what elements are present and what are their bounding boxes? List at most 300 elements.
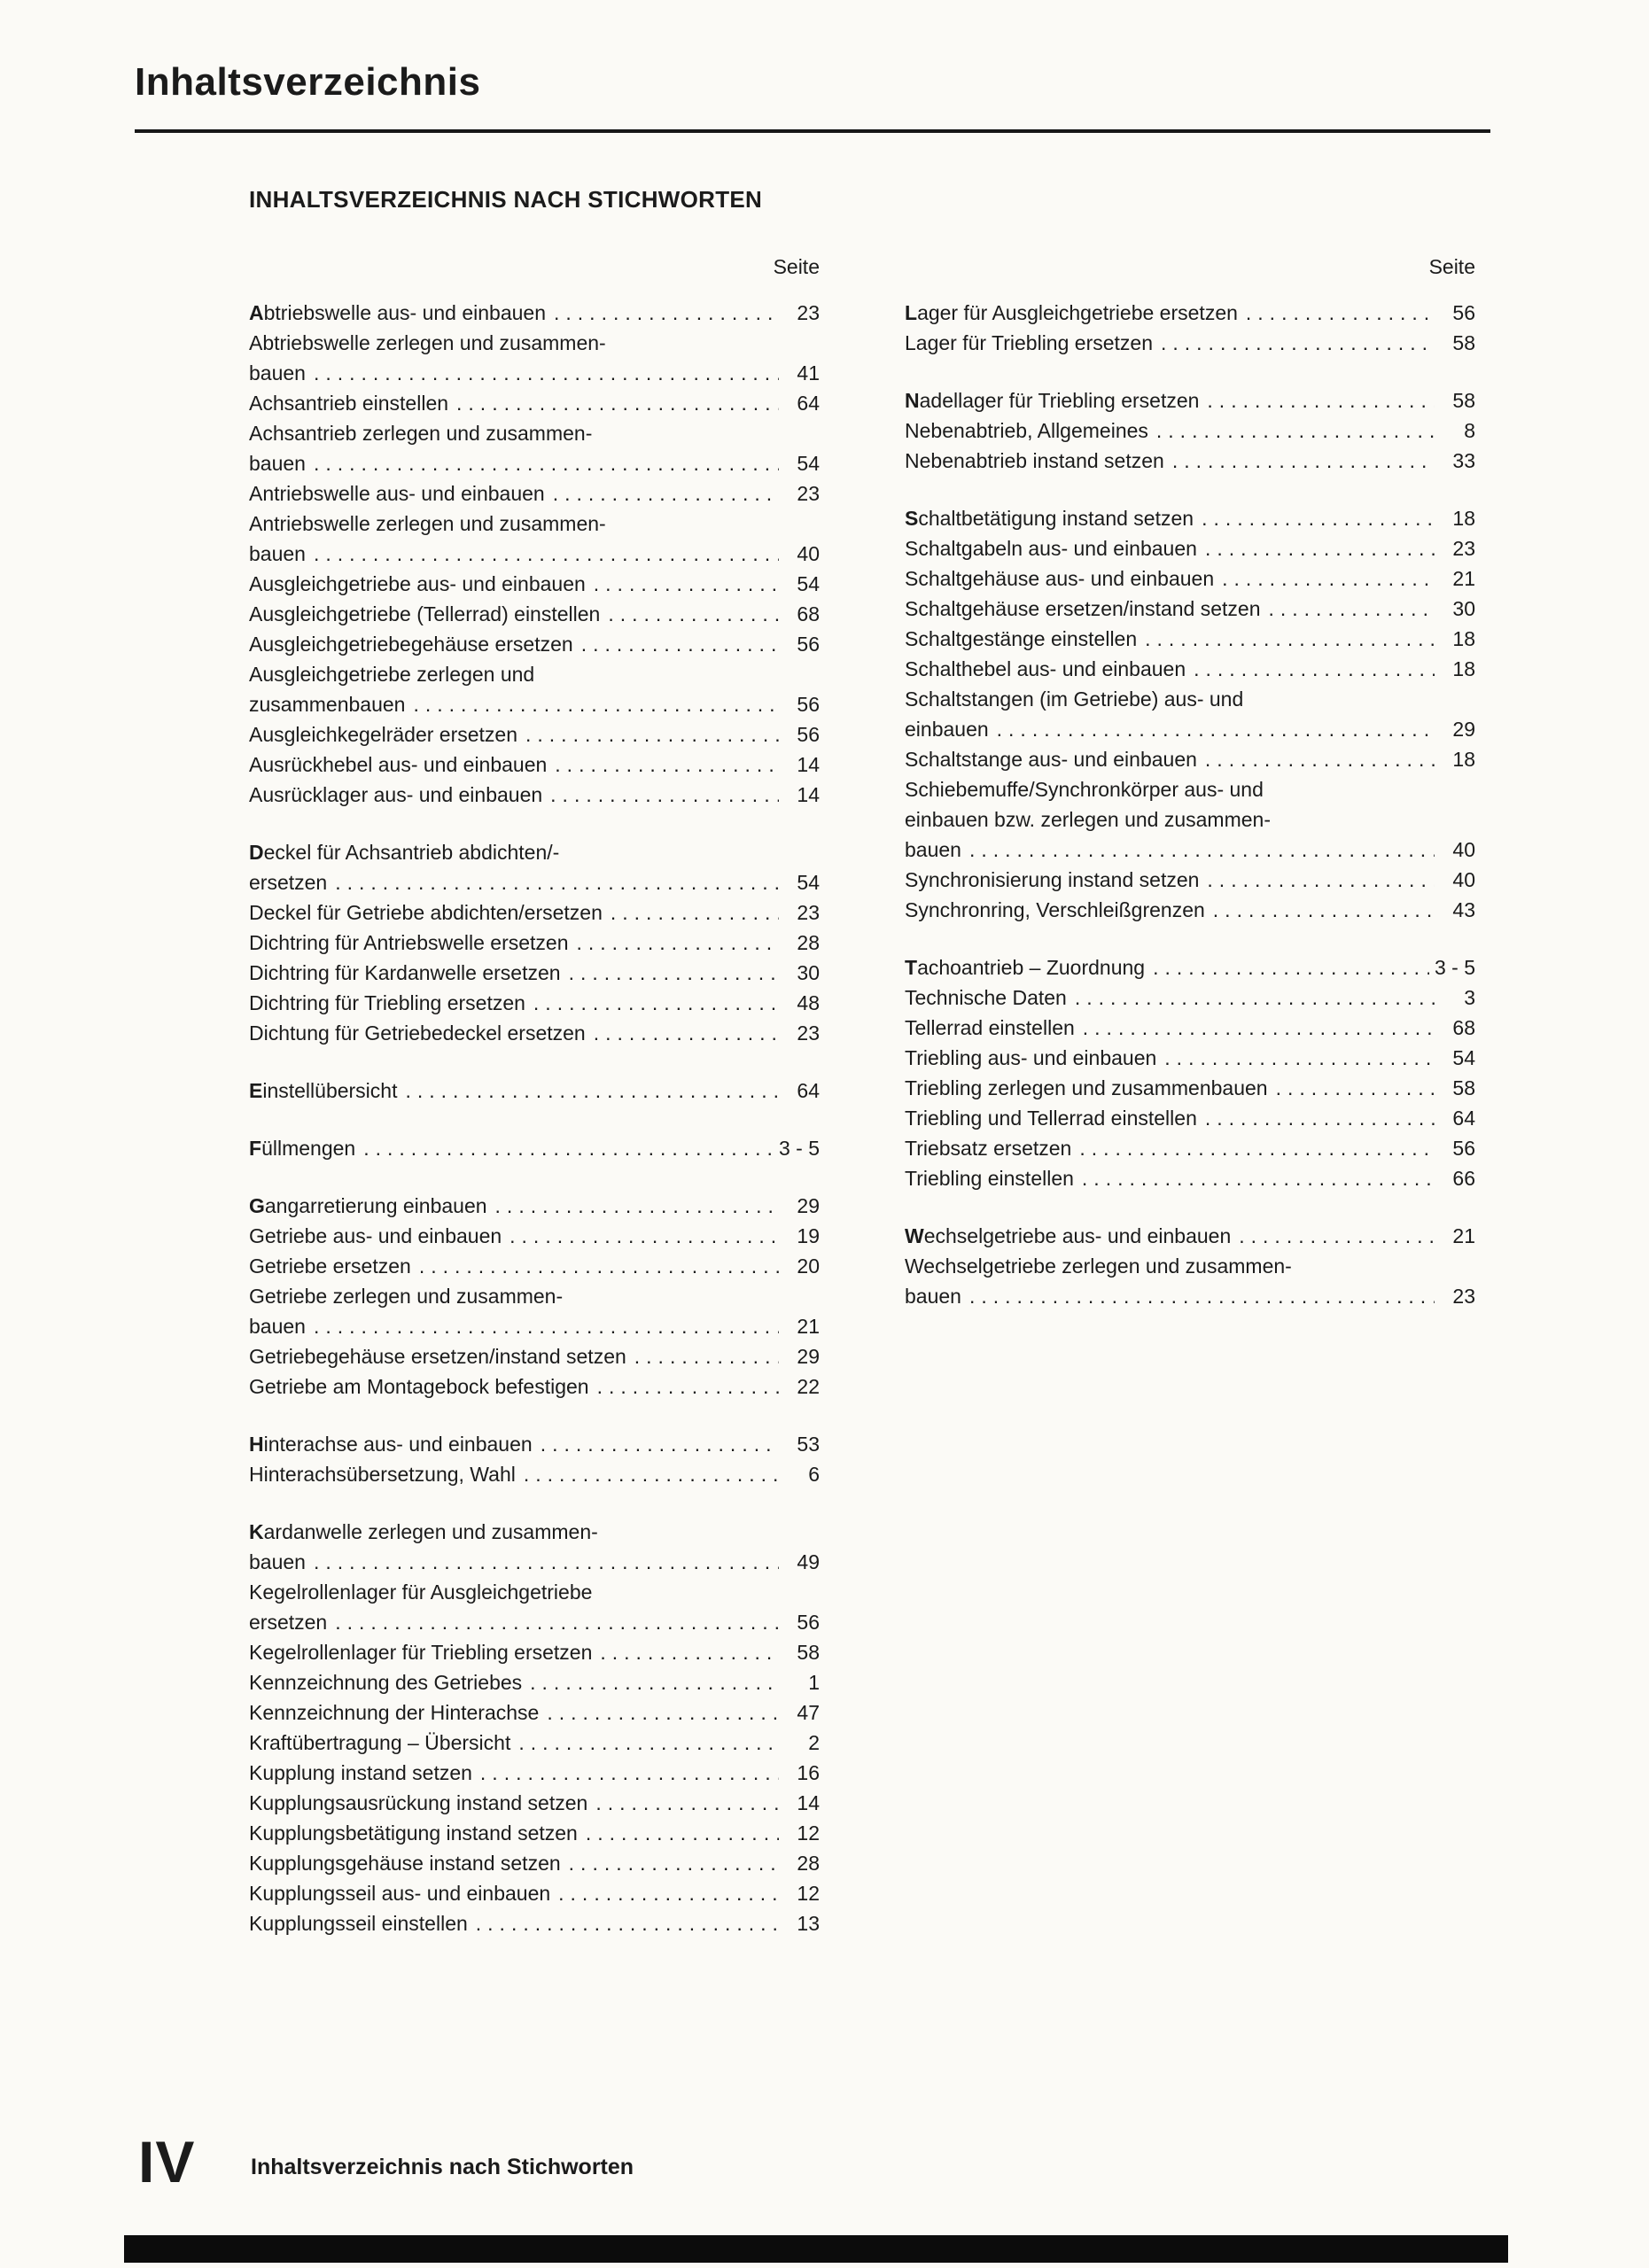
toc-entry-page: 29 [1452, 718, 1475, 741]
toc-entry [249, 867, 820, 897]
toc-entry-page: 6 [808, 1463, 820, 1486]
toc-entry [905, 684, 1475, 714]
toc-entry-text: Lager für Ausgleichgetriebe ersetzen [905, 301, 1238, 324]
toc-entry-page: 56 [797, 693, 820, 716]
toc-entry [249, 780, 820, 810]
toc-entry-page: 30 [1452, 597, 1475, 620]
toc-entry [905, 1163, 1475, 1193]
group-gap [905, 1193, 1475, 1221]
toc-entry [905, 416, 1475, 446]
toc-entry-text: Kennzeichnung der Hinterachse [249, 1701, 540, 1724]
section-letter: F [249, 1137, 262, 1160]
toc-entry [249, 928, 820, 958]
dot-leader [569, 1848, 779, 1878]
toc-entry [249, 358, 820, 388]
toc-entry-text: Deckel für Getriebe abdichten/ersetzen [249, 901, 603, 924]
toc-entry-page: 58 [797, 1641, 820, 1664]
toc-entry-page: 58 [1452, 1076, 1475, 1099]
toc-entry-page: 56 [797, 633, 820, 656]
toc-entry [249, 1818, 820, 1848]
dot-leader [1079, 1133, 1435, 1163]
toc-entry [249, 719, 820, 750]
group-gap [249, 1163, 820, 1191]
section-letter: S [905, 507, 919, 530]
dot-leader [1083, 1013, 1435, 1043]
toc-entry [905, 774, 1475, 804]
toc-entry-page: 16 [797, 1761, 820, 1784]
toc-entry [249, 1371, 820, 1402]
toc-entry-text: Kegelrollenlager für Triebling ersetzen [249, 1641, 593, 1664]
dot-leader [1075, 983, 1435, 1013]
toc-entry-text: bauen [249, 361, 306, 384]
toc-entry-text: Ausgleichgetriebe (Tellerrad) einstellen [249, 602, 601, 625]
toc-entry-page: 3 - 5 [1434, 956, 1475, 979]
toc-entry-page: 18 [1452, 507, 1475, 530]
toc-entry [249, 298, 820, 328]
toc-entry-page: 3 [1464, 986, 1475, 1009]
toc-entry-page: 43 [1452, 898, 1475, 921]
toc-entry-text: Ausgleichgetriebegehäuse ersetzen [249, 633, 573, 656]
toc-entry-text: Ausgleichgetriebe zerlegen und [249, 663, 535, 686]
toc-entry-text: Schaltstangen (im Getriebe) aus- und [905, 687, 1244, 711]
toc-entry-page: 14 [797, 753, 820, 776]
toc-entry [249, 1667, 820, 1697]
toc-entry-page: 68 [1452, 1016, 1475, 1039]
footer-bar [124, 2235, 1508, 2263]
dot-leader [495, 1191, 779, 1221]
toc-entry [905, 654, 1475, 684]
toc-entry-text: Ausgleichkegelräder ersetzen [249, 723, 518, 746]
toc-entry-text: Getriebe aus- und einbauen [249, 1224, 502, 1247]
toc-entry-page: 40 [1452, 868, 1475, 891]
toc-entry-page: 54 [797, 572, 820, 595]
toc-entry-page: 54 [797, 452, 820, 475]
section-letter: E [249, 1079, 263, 1102]
toc-entry-page: 18 [1452, 627, 1475, 650]
toc-entry [249, 1728, 820, 1758]
toc-entry-text: Triebsatz ersetzen [905, 1137, 1072, 1160]
toc-column-left [249, 252, 820, 1938]
dot-leader [1207, 865, 1435, 895]
dot-leader [335, 867, 779, 897]
dot-leader [314, 448, 779, 478]
toc-entry [249, 1758, 820, 1788]
dot-leader [577, 928, 780, 958]
toc-entry-page: 12 [797, 1882, 820, 1905]
toc-entry-page: 66 [1452, 1167, 1475, 1190]
toc-entry-page: 8 [1464, 419, 1475, 442]
toc-entry [905, 594, 1475, 624]
section-letter: L [905, 301, 918, 324]
toc-entry [905, 446, 1475, 476]
toc-entry-text: Triebling aus- und einbauen [905, 1046, 1157, 1069]
toc-entry [905, 1013, 1475, 1043]
toc-entry [905, 1221, 1475, 1251]
dot-leader [541, 1429, 779, 1459]
toc-entry [249, 1459, 820, 1489]
toc-entry-text: Ausrückhebel aus- und einbauen [249, 753, 548, 776]
toc-entry [249, 750, 820, 780]
toc-entry-page: 23 [1452, 1285, 1475, 1308]
toc-entry [905, 835, 1475, 865]
toc-entry-page: 21 [797, 1315, 820, 1338]
dot-leader [1156, 416, 1435, 446]
toc-entry [249, 539, 820, 569]
toc-entry [905, 1251, 1475, 1281]
toc-entries-left [249, 298, 820, 1938]
dot-leader [314, 358, 779, 388]
dot-leader [1213, 895, 1435, 925]
toc-entry-text: Antriebswelle aus- und einbauen [249, 482, 545, 505]
toc-entry-page: 18 [1452, 748, 1475, 771]
toc-entry-page: 33 [1452, 449, 1475, 472]
toc-entry-text: Ausgleichgetriebe aus- und einbauen [249, 572, 586, 595]
dot-leader [550, 780, 779, 810]
toc-entry-page: 14 [797, 783, 820, 806]
dot-leader [314, 1311, 779, 1341]
toc-entry-text: Kupplung instand setzen [249, 1761, 472, 1784]
toc-entry-text: Abtriebswelle aus- und einbauen [249, 301, 547, 324]
dot-leader [553, 478, 779, 509]
group-gap [249, 1106, 820, 1133]
dot-leader [1153, 952, 1429, 983]
dot-leader [1207, 385, 1435, 416]
toc-entry-text: Kupplungsgehäuse instand setzen [249, 1852, 561, 1875]
dot-leader [594, 1018, 779, 1048]
toc-entry [249, 1577, 820, 1607]
toc-entry-text: Kupplungsseil einstellen [249, 1912, 468, 1935]
toc-entry-text: Getriebegehäuse ersetzen/instand setzen [249, 1345, 626, 1368]
dot-leader [597, 1371, 779, 1402]
toc-entry [905, 503, 1475, 533]
toc-entry [249, 1133, 820, 1163]
dot-leader [1082, 1163, 1435, 1193]
toc-entry-text: Kegelrollenlager für Ausgleichgetriebe [249, 1581, 593, 1604]
toc-entry-page: 28 [797, 931, 820, 954]
toc-entry-page: 41 [797, 361, 820, 384]
toc-entry-text: Wechselgetriebe aus- und einbauen [905, 1224, 1232, 1247]
toc-entry [249, 897, 820, 928]
toc-entry-text: zusammenbauen [249, 693, 406, 716]
toc-entry-text: bauen [249, 542, 306, 565]
toc-entry [249, 1341, 820, 1371]
toc-entry [249, 1429, 820, 1459]
section-letter: D [249, 841, 264, 864]
toc-entry-text: Kupplungsseil aus- und einbauen [249, 1882, 551, 1905]
toc-entry-text: ersetzen [249, 1611, 328, 1634]
toc-entry-text: Kupplungsausrückung instand setzen [249, 1791, 588, 1814]
toc-entry-text: Schaltgehäuse ersetzen/instand setzen [905, 597, 1261, 620]
group-gap [249, 810, 820, 837]
dot-leader [1222, 563, 1435, 594]
toc-entry [249, 1788, 820, 1818]
toc-entry-page: 23 [797, 482, 820, 505]
toc-entry [249, 1018, 820, 1048]
toc-entry-page: 19 [797, 1224, 820, 1247]
toc-entry [249, 689, 820, 719]
toc-entry [905, 952, 1475, 983]
toc-entry-text: Nebenabtrieb, Allgemeines [905, 419, 1148, 442]
dot-leader [581, 629, 779, 659]
toc-entry-text: bauen [249, 1315, 306, 1338]
toc-entry-page: 14 [797, 1791, 820, 1814]
toc-entry-text: Schaltbetätigung instand setzen [905, 507, 1194, 530]
dot-leader [1205, 744, 1435, 774]
dot-leader [1194, 654, 1435, 684]
toc-entry-text: Getriebe zerlegen und zusammen- [249, 1285, 564, 1308]
dot-leader [586, 1818, 779, 1848]
toc-entry [905, 865, 1475, 895]
dot-leader [456, 388, 779, 418]
toc-entry-text: Nebenabtrieb instand setzen [905, 449, 1164, 472]
dot-leader [1246, 298, 1435, 328]
toc-entry [249, 1311, 820, 1341]
toc-entry-text: Schiebemuffe/Synchronkörper aus- und [905, 778, 1264, 801]
dot-leader [413, 689, 779, 719]
dot-leader [314, 539, 779, 569]
toc-entry-page: 56 [1452, 1137, 1475, 1160]
toc-entry-page: 1 [808, 1671, 820, 1694]
dot-leader [476, 1908, 779, 1938]
dot-leader [509, 1221, 779, 1251]
section-letter: K [249, 1520, 264, 1543]
section-letter: W [905, 1224, 924, 1247]
toc-entry [905, 744, 1475, 774]
toc-entry [249, 388, 820, 418]
dot-leader [533, 988, 779, 1018]
dot-leader [1269, 594, 1435, 624]
toc-entry [905, 714, 1475, 744]
toc-entry-text: Abtriebswelle zerlegen und zusammen- [249, 331, 606, 354]
toc-entry [905, 895, 1475, 925]
dot-leader [1172, 446, 1435, 476]
toc-entry [249, 1908, 820, 1938]
toc-entry [905, 983, 1475, 1013]
toc-entry-text: Deckel für Achsantrieb abdichten/- [249, 841, 560, 864]
group-gap [905, 358, 1475, 385]
dot-leader [547, 1697, 779, 1728]
toc-entry-text: Kraftübertragung – Übersicht [249, 1731, 511, 1754]
toc-entry [249, 509, 820, 539]
toc-entry-text: Nadellager für Triebling ersetzen [905, 389, 1200, 412]
toc-entry-text: Einstellübersicht [249, 1079, 398, 1102]
dot-leader [608, 599, 779, 629]
toc-entry-page: 68 [797, 602, 820, 625]
toc-entry-text: Synchronisierung instand setzen [905, 868, 1200, 891]
toc-entry-text: bauen [905, 838, 961, 861]
toc-entry-page: 29 [797, 1194, 820, 1217]
dot-leader [335, 1607, 779, 1637]
toc-entry-page: 64 [1452, 1107, 1475, 1130]
toc-entry [249, 1251, 820, 1281]
toc-entry [249, 328, 820, 358]
toc-entry-page: 23 [797, 901, 820, 924]
toc-entry-page: 30 [797, 961, 820, 984]
toc-entry-page: 12 [797, 1821, 820, 1845]
toc-entry [249, 988, 820, 1018]
toc-entry [905, 563, 1475, 594]
toc-entry [905, 298, 1475, 328]
toc-entry-page: 23 [1452, 537, 1475, 560]
dot-leader [555, 750, 779, 780]
toc-entry-page: 40 [1452, 838, 1475, 861]
toc-entry-text: Hinterachse aus- und einbauen [249, 1433, 533, 1456]
section-letter: T [905, 956, 918, 979]
footer-page-number: IV [138, 2129, 196, 2194]
toc-entry [249, 448, 820, 478]
toc-entry [249, 1547, 820, 1577]
toc-entry [249, 958, 820, 988]
section-letter: A [249, 301, 264, 324]
dot-leader [363, 1133, 774, 1163]
dot-leader [1161, 328, 1435, 358]
toc-entry [249, 659, 820, 689]
dot-leader [314, 1547, 779, 1577]
toc-entry-page: 64 [797, 392, 820, 415]
toc-entry-text: Schaltstange aus- und einbauen [905, 748, 1197, 771]
dot-leader [558, 1878, 779, 1908]
toc-entry-text: bauen [905, 1285, 961, 1308]
toc-entry-page: 28 [797, 1852, 820, 1875]
section-letter: G [249, 1194, 265, 1217]
toc-entry [249, 629, 820, 659]
dot-leader [595, 1788, 779, 1818]
toc-entry-text: einbauen bzw. zerlegen und zusammen- [905, 808, 1271, 831]
dot-leader [569, 958, 779, 988]
dot-leader [405, 1076, 779, 1106]
group-gap [249, 1048, 820, 1076]
toc-entry-text: Wechselgetriebe zerlegen und zusammen- [905, 1254, 1292, 1278]
toc-entry-text: Achsantrieb einstellen [249, 392, 449, 415]
toc-entry-text: Achsantrieb zerlegen und zusammen- [249, 422, 593, 445]
group-gap [249, 1402, 820, 1429]
dot-leader [1205, 1103, 1435, 1133]
toc-entry [249, 1191, 820, 1221]
dot-leader [419, 1251, 779, 1281]
toc-entry-text: Tellerrad einstellen [905, 1016, 1075, 1039]
toc-entry-page: 23 [797, 1021, 820, 1045]
section-title: INHALTSVERZEICHNIS NACH STICHWORTEN [249, 186, 763, 213]
toc-entry [905, 328, 1475, 358]
dot-leader [1205, 533, 1435, 563]
toc-entry-text: Ausrücklager aus- und einbauen [249, 783, 543, 806]
footer-label: Inhaltsverzeichnis nach Stichworten [251, 2155, 634, 2179]
toc-entry-page: 13 [797, 1912, 820, 1935]
toc-entry [249, 1848, 820, 1878]
page-title: Inhaltsverzeichnis [135, 60, 481, 104]
toc-entry-text: Tachoantrieb – Zuordnung [905, 956, 1146, 979]
toc-entry-text: Gangarretierung einbauen [249, 1194, 487, 1217]
toc-entry-text: Triebling einstellen [905, 1167, 1074, 1190]
toc-entry [905, 804, 1475, 835]
toc-entry [249, 478, 820, 509]
toc-entry [249, 599, 820, 629]
toc-entry-page: 29 [797, 1345, 820, 1368]
dot-leader [518, 1728, 779, 1758]
toc-entry-text: Füllmengen [249, 1137, 356, 1160]
toc-entry-page: 3 - 5 [778, 1137, 820, 1160]
toc-columns [249, 252, 1475, 1938]
dot-leader [997, 714, 1435, 744]
toc-entry-page: 58 [1452, 331, 1475, 354]
toc-entry-page: 47 [797, 1701, 820, 1724]
toc-entry-text: Dichtring für Triebling ersetzen [249, 991, 525, 1014]
dot-leader [1202, 503, 1435, 533]
dot-leader [600, 1637, 779, 1667]
toc-entry-page: 2 [808, 1731, 820, 1754]
toc-entry [905, 385, 1475, 416]
toc-entry-page: 54 [797, 871, 820, 894]
toc-entry [249, 1607, 820, 1637]
section-letter: N [905, 389, 920, 412]
toc-entry-page: 56 [1452, 301, 1475, 324]
header-rule [135, 129, 1490, 133]
toc-entry [905, 1133, 1475, 1163]
toc-entry-page: 56 [797, 1611, 820, 1634]
toc-entry [249, 1517, 820, 1547]
toc-entry-text: Hinterachsübersetzung, Wahl [249, 1463, 516, 1486]
toc-entry-text: bauen [249, 1550, 306, 1573]
toc-entry [905, 1043, 1475, 1073]
toc-entry-page: 22 [797, 1375, 820, 1398]
toc-entry-page: 53 [797, 1433, 820, 1456]
toc-entry [249, 1637, 820, 1667]
dot-leader [480, 1758, 779, 1788]
toc-entry-text: Getriebe ersetzen [249, 1254, 411, 1278]
toc-entry [249, 1697, 820, 1728]
toc-entry-page: 58 [1452, 389, 1475, 412]
toc-entry-page: 20 [797, 1254, 820, 1278]
dot-leader [525, 719, 779, 750]
toc-entry-page: 18 [1452, 657, 1475, 680]
toc-entry [905, 1103, 1475, 1133]
dot-leader [1164, 1043, 1435, 1073]
group-gap [249, 1489, 820, 1517]
toc-entry-text: Technische Daten [905, 986, 1067, 1009]
dot-leader [611, 897, 779, 928]
toc-entry-page: 56 [797, 723, 820, 746]
dot-leader [594, 569, 779, 599]
toc-entry-text: Kardanwelle zerlegen und zusammen- [249, 1520, 598, 1543]
toc-entry-text: Dichtring für Kardanwelle ersetzen [249, 961, 561, 984]
section-letter: H [249, 1433, 264, 1456]
dot-leader [969, 835, 1435, 865]
toc-entry-text: Antriebswelle zerlegen und zusammen- [249, 512, 606, 535]
toc-entry [905, 624, 1475, 654]
toc-entry [249, 837, 820, 867]
toc-entry-text: Triebling zerlegen und zusammenbauen [905, 1076, 1268, 1099]
toc-entry-page: 49 [797, 1550, 820, 1573]
group-gap [905, 476, 1475, 503]
toc-entry [249, 1076, 820, 1106]
dot-leader [1276, 1073, 1435, 1103]
toc-entry-text: bauen [249, 452, 306, 475]
toc-entry-text: Lager für Triebling ersetzen [905, 331, 1153, 354]
toc-entry-text: Schalthebel aus- und einbauen [905, 657, 1186, 680]
toc-entry [249, 418, 820, 448]
page-column-label: Seite [773, 255, 820, 278]
toc-entry-text: Schaltgestänge einstellen [905, 627, 1138, 650]
toc-entry-text: Dichtung für Getriebedeckel ersetzen [249, 1021, 586, 1045]
toc-entry-page: 23 [797, 301, 820, 324]
group-gap [905, 925, 1475, 952]
toc-entry-page: 40 [797, 542, 820, 565]
dot-leader [634, 1341, 779, 1371]
toc-entry [905, 533, 1475, 563]
dot-leader [530, 1667, 779, 1697]
toc-entry-text: Triebling und Tellerrad einstellen [905, 1107, 1197, 1130]
toc-entry [249, 569, 820, 599]
